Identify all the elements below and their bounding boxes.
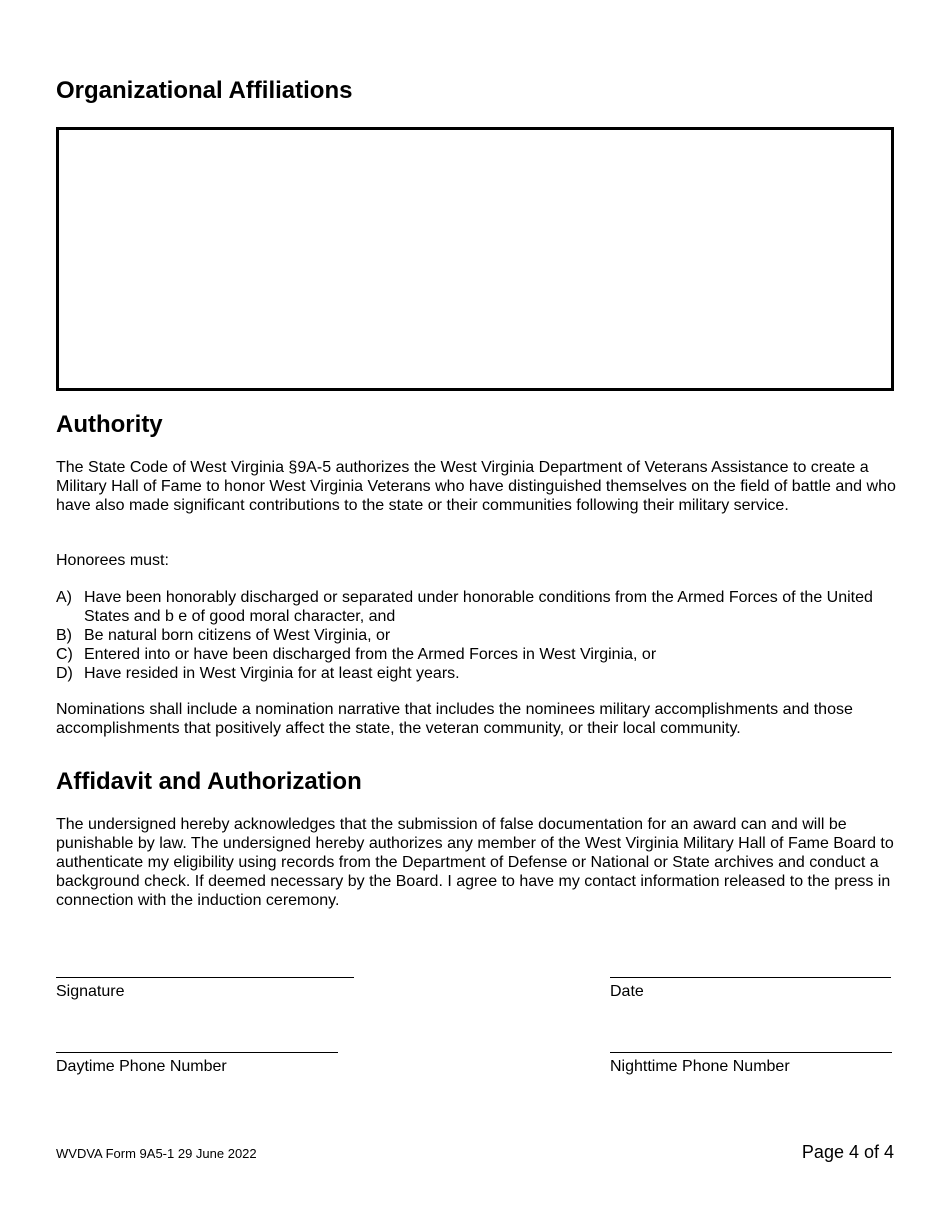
criteria-text: Have resided in West Virginia for at least eight years. xyxy=(84,665,460,682)
form-id-footer: WVDVA Form 9A5-1 29 June 2022 xyxy=(56,1146,257,1161)
honoree-criteria-list xyxy=(56,588,896,683)
authority-heading: Authority xyxy=(56,411,163,438)
date-field[interactable] xyxy=(610,977,891,1001)
honorees-intro: Honorees must: xyxy=(56,552,169,569)
signature-line[interactable] xyxy=(56,977,354,978)
daytime-phone-label: Daytime Phone Number xyxy=(56,1058,227,1075)
nighttime-phone-line[interactable] xyxy=(610,1052,892,1053)
criteria-item xyxy=(56,645,896,664)
authority-paragraph: The State Code of West Virginia §9A-5 authorizes the West Virginia Department of Veterans Assistance to create a Military Hall of Fame to honor West Virginia Veterans who have distinguished themselves on the field of battle and who have also made significant contributions to the state or their communities following their military service. xyxy=(56,459,896,514)
criteria-item xyxy=(56,588,896,626)
criteria-marker: D) xyxy=(56,665,73,682)
criteria-text: Entered into or have been discharged from the Armed Forces in West Virginia, or xyxy=(84,646,657,663)
criteria-marker: A) xyxy=(56,589,72,606)
signature-field[interactable] xyxy=(56,977,354,1001)
criteria-item xyxy=(56,626,896,645)
nighttime-phone-label: Nighttime Phone Number xyxy=(610,1058,790,1075)
criteria-marker: B) xyxy=(56,627,72,644)
daytime-phone-line[interactable] xyxy=(56,1052,338,1053)
signature-label: Signature xyxy=(56,983,125,1000)
affidavit-heading: Affidavit and Authorization xyxy=(56,768,362,795)
daytime-phone-field[interactable] xyxy=(56,1052,338,1076)
date-label: Date xyxy=(610,983,644,1000)
nighttime-phone-field[interactable] xyxy=(610,1052,892,1076)
criteria-text: Have been honorably discharged or separated under honorable conditions from the Armed Forces of the United States and b e of good moral character, and xyxy=(84,589,873,625)
criteria-item xyxy=(56,664,896,683)
nominations-paragraph: Nominations shall include a nomination narrative that includes the nominees military accomplishments and those accomplishments that positively affect the state, the veteran community, or their local community. xyxy=(56,701,853,737)
criteria-text: Be natural born citizens of West Virginia, or xyxy=(84,627,391,644)
organizational-affiliations-box[interactable] xyxy=(56,127,894,391)
organizational-affiliations-heading: Organizational Affiliations xyxy=(56,77,353,104)
affidavit-paragraph: The undersigned hereby acknowledges that the submission of false documentation for an award can and will be punishable by law. The undersigned hereby authorizes any member of the West Virginia Military Hall of Fame Board to authenticate my eligibility using records from the Department of Defense or National or State archives and conduct a background check. If deemed necessary by the Board. I agree to have my contact information released to the press in connection with the induction ceremony. xyxy=(56,816,894,909)
criteria-marker: C) xyxy=(56,646,73,663)
date-line[interactable] xyxy=(610,977,891,978)
page-number: Page 4 of 4 xyxy=(801,1142,894,1162)
